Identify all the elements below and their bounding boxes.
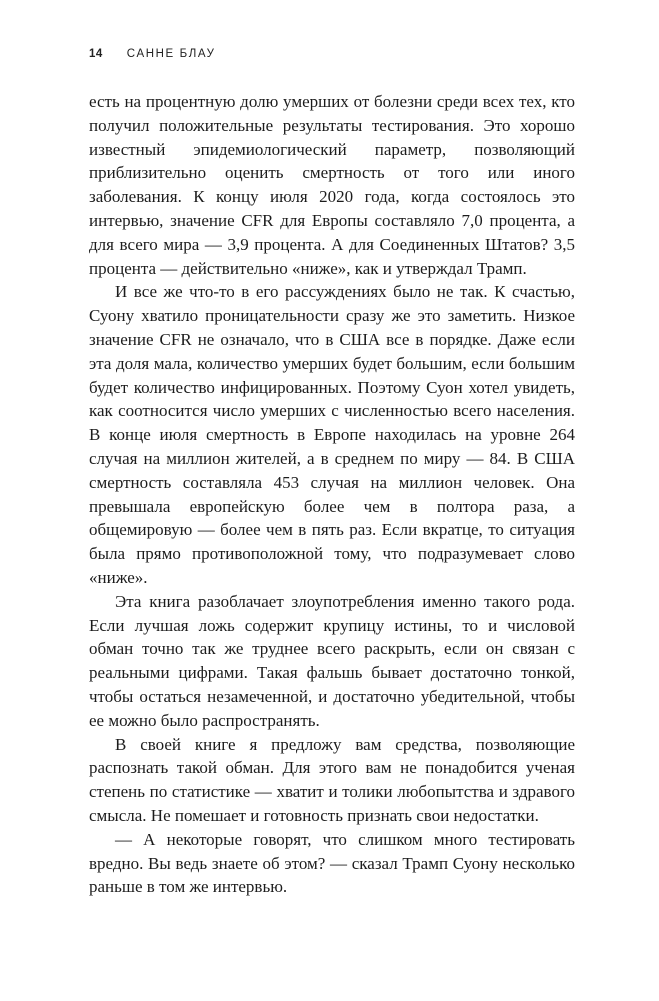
body-text [89, 90, 575, 899]
running-header: САННЕ БЛАУ [126, 48, 216, 60]
page-number: 14 [89, 48, 103, 60]
body-paragraph: Эта книга разоблачает злоупотребления именно такого рода. Если лучшая ложь содержит крупицу истины, то и числовой обман точно так же труднее всего раскрыть, если он связан с реальными цифрами. Такая фальшь бывает достаточно тонкой, чтобы остаться незамеченной, и достаточно убедительной, чтобы ее можно было распространять. [89, 591, 575, 730]
body-paragraph: В своей книге я предложу вам средства, позволяющие распознать такой обман. Для этого вам не понадобится ученая степень по статистике — хватит и толики любопытства и здравого смысла. Не помешает и готовность признать свои недостатки. [89, 734, 575, 825]
body-paragraph: И все же что-то в его рассуждениях было не так. К счастью, Суону хватило проницательности сразу же это заметить. Низкое значение CFR не означало, что в США все в порядке. Даже если эта доля мала, количество умерших будет большим, если большим будет количество инфицированных. Поэтому Суон хотел увидеть, как соотносится число умерших с численностью всего населения. В конце июля смертность в Европе находилась на уровне 264 случая на миллион жителей, а в среднем по миру — 84. В США смертность составляла 453 случая на миллион человек. Она превышала европейскую более чем в полтора раза, а общемировую — более чем в пять раз. Если вкратце, то ситуация была прямо противоположной тому, что подразумевает слово «ниже». [89, 282, 575, 587]
body-paragraph dialogue-paragraph: — А некоторые говорят, что слишком много тестировать вредно. Вы ведь знаете об этом? — сказал Трамп Суону несколько раньше в том же интервью. [89, 829, 575, 897]
body-paragraph: есть на процентную долю умерших от болезни среди всех тех, кто получил положительные результаты тестирования. Это хорошо известный эпидемиологический параметр, позволяющий приблизительно оценить смертность от того или иного заболевания. К концу июля 2020 года, когда состоялось это интервью, значение CFR для Европы составляло 7,0 процента, а для всего мира — 3,9 процента. А для Соединенных Штатов? 3,5 процента — действительно «ниже», как и утверждал Трамп. [89, 92, 575, 278]
page-header [89, 48, 575, 60]
